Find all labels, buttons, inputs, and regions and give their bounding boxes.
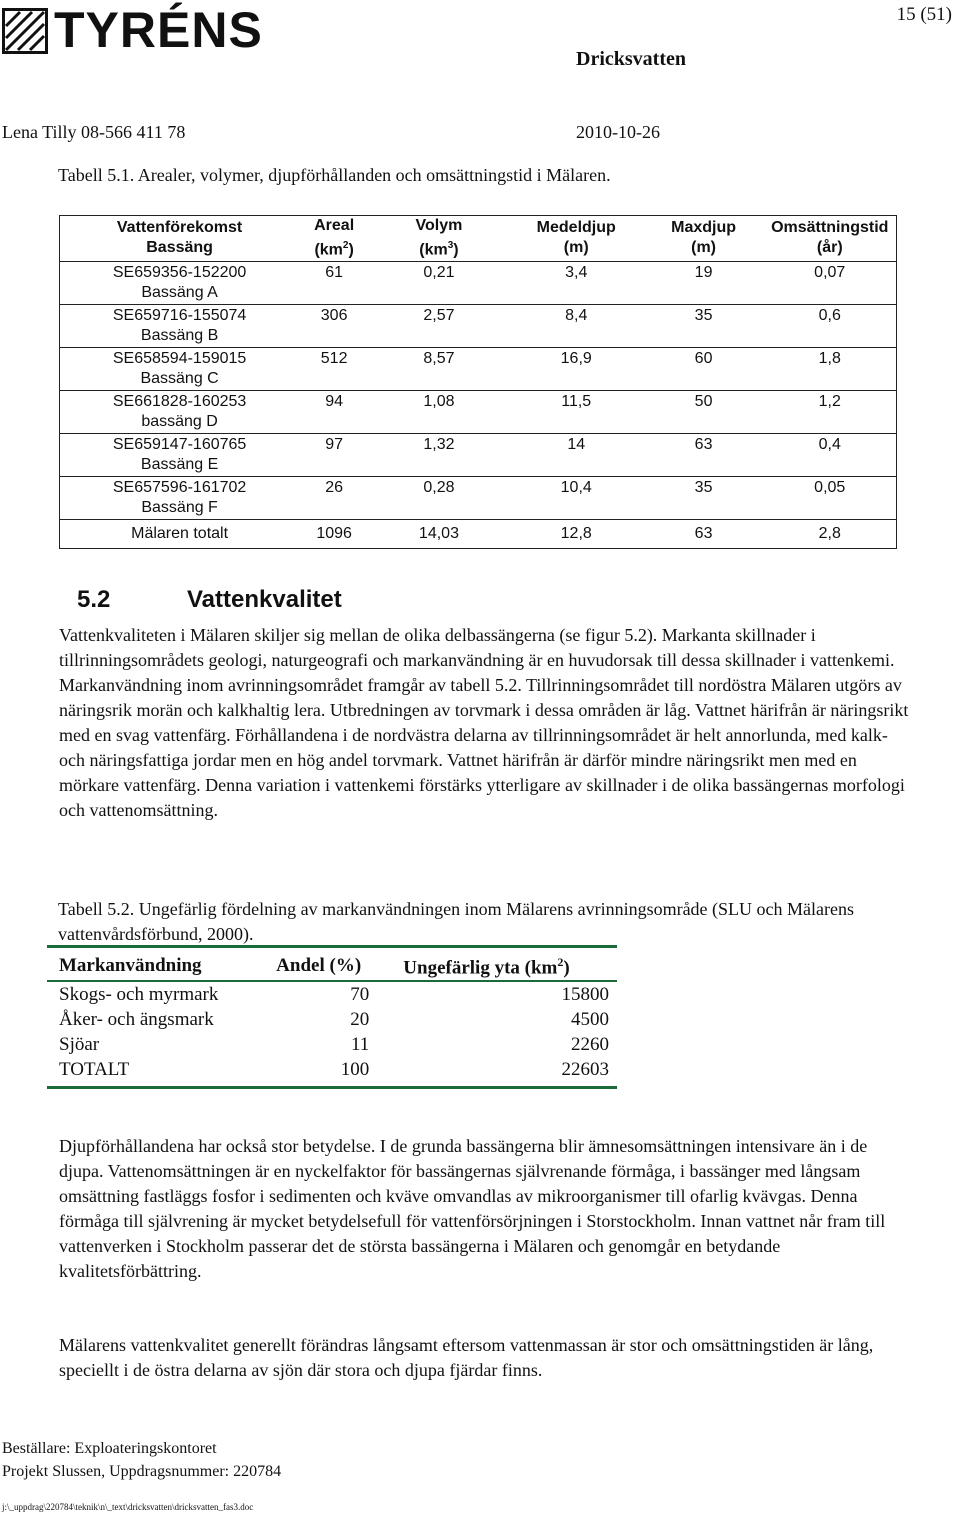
paragraph-general-quality: Mälarens vattenkvalitet generellt förändras långsamt eftersom vattenmassan är stor och omsättningstiden är lång, speciellt i de östra delarna av sjön där stora och djupa fjärdar finns. [59,1335,874,1380]
table-total-row [60,520,897,549]
header-text: ) [453,241,459,259]
cell-medel: 11,5 [509,391,644,434]
basin-name: bassäng D [141,413,218,431]
total-medel: 12,8 [509,520,644,549]
basin-name: Bassäng C [140,370,219,388]
cell-type: TOTALT [47,1057,264,1088]
basin-name: Bassäng E [140,456,219,474]
footer-client: Beställare: Exploateringskontoret [2,1440,217,1457]
total-oms: 2,8 [764,520,897,549]
header-text: (m) [691,239,717,257]
table-2-header-row [47,947,617,982]
basin-id: SE659356-152200 [112,264,247,282]
table-row [47,1057,617,1088]
cell-yta: 4500 [571,1009,609,1031]
cell-volym: 1,08 [369,391,509,434]
cell-oms: 0,05 [764,477,897,520]
table-2-caption: Tabell 5.2. Ungefärlig fördelning av markanvändningen inom Mälarens avrinningsområde (SLU och Mälarens vattenvårdsförbund, 2000). [58,899,855,944]
header-text: ) [348,241,354,259]
cell-max: 63 [644,434,764,477]
basin-name: Bassäng A [141,284,218,302]
paragraph-depth: Djupförhållandena har också stor betydelse. I de grunda bassängerna blir ämnesomsättningen intensivare än i de djupa. Vattenomsättningen är en nyckelfaktor för bassängernas självrenande förmåga, i bassänger med långsam omsättning fastläggs fosfor i sedimenten och kväve omvandlas av mikroorganismer till ofarlig kvävgas. Denna förmåga till självrening är mycket betydelsefull för vattenförsörjningen i Storstockholm. Innan vattnet når fram till vattenverken i Stockholm passerar det de största bassängerna i Mälaren och genomgår en betydande kvalitetsförbättring. [59,1136,886,1281]
cell-oms: 1,2 [764,391,897,434]
cell-type: Skogs- och myrmark [59,984,219,1006]
footer-file-path: j:\_uppdrag\220784\teknik\n\_text\dricksvatten\dricksvatten_fas3.doc [2,1502,254,1512]
document-date: 2010-10-26 [576,122,660,142]
basin-cell [60,305,300,348]
header-maxdjup [644,216,764,262]
cell-areal: 97 [299,434,369,477]
table-row [47,1032,617,1057]
cell-max: 60 [644,348,764,391]
cell-oms: 0,6 [764,305,897,348]
cell-type: Åker- och ängsmark [59,1009,214,1031]
cell-yta: 15800 [561,984,609,1006]
table-row [60,477,897,520]
basin-cell [60,434,300,477]
header-text: Medeldjup [536,219,616,237]
tyrens-logo [2,2,263,58]
header-text: Ungefärlig yta (km [403,957,558,979]
header-superscript: 3 [447,240,454,251]
cell-volym: 1,32 [369,434,509,477]
cell-andel: 20 [350,1009,370,1031]
cell-volym: 2,57 [369,305,509,348]
footer-project: Projekt Slussen, Uppdragsnummer: 220784 [2,1463,282,1480]
basin-cell [60,348,300,391]
cell-medel: 3,4 [509,262,644,305]
header-text: Vattenförekomst [116,219,243,237]
header-vattenforekomst [60,216,300,262]
basin-id: SE657596-161702 [112,479,247,497]
header-markanvandning: Markanvändning [47,947,264,982]
cell-areal: 306 [299,305,369,348]
basin-cell [60,262,300,305]
cell-max: 35 [644,305,764,348]
basin-id: SE661828-160253 [112,393,247,411]
table-1-caption: Tabell 5.1. Arealer, volymer, djupförhållanden och omsättningstid i Mälaren. [58,165,611,185]
table-row [60,262,897,305]
header-yta [391,947,617,982]
cell-areal: 94 [299,391,369,434]
total-areal: 1096 [299,520,369,549]
cell-oms: 0,07 [764,262,897,305]
cell-yta: 22603 [391,1057,617,1088]
cell-volym: 8,57 [369,348,509,391]
author-contact: Lena Tilly 08-566 411 78 [2,122,186,142]
header-superscript: 2 [557,955,564,969]
section-heading [77,586,342,614]
header-areal [299,216,369,262]
header-text: Bassäng [146,239,213,257]
basin-name: Bassäng B [140,327,219,345]
header-omsattningstid [764,216,897,262]
section-number: 5.2 [77,586,111,613]
header-text: (km [419,241,448,259]
basin-id: SE659147-160765 [112,436,247,454]
header-superscript: 2 [342,240,349,251]
header-text: (år) [816,239,843,257]
basin-cell [60,477,300,520]
basin-id: SE659716-155074 [112,307,247,325]
header-text: ) [563,957,570,979]
header-andel: Andel (%) [264,947,391,982]
table-row [60,434,897,477]
cell-max: 19 [644,262,764,305]
basin-cell [60,391,300,434]
cell-andel: 70 [350,984,370,1006]
cell-max: 50 [644,391,764,434]
logo-wordmark: TYRÉNS [54,2,263,58]
total-volym: 14,03 [369,520,509,549]
cell-type: Sjöar [59,1034,100,1056]
header-text: Areal [314,217,355,234]
cell-areal: 26 [299,477,369,520]
table-1-header-row [60,216,897,262]
cell-oms: 1,8 [764,348,897,391]
table-2 [47,945,617,1089]
basin-id: SE658594-159015 [112,350,247,368]
cell-oms: 0,4 [764,434,897,477]
paragraph-water-quality: Vattenkvaliteten i Mälaren skiljer sig mellan de olika delbassängerna (se figur 5.2). Markanta skillnader i tillrinningsområdets geologi, naturgeografi och markanvändning är en huvudorsak till dessa skillnader i vattenkemi. Markanvändning inom avrinningsområdet framgår av tabell 5.2. Tillrinningsområdet till nordöstra Mälaren utgörs av näringsrik morän och kalkhaltig lera. Utbredningen av torvmark i dessa områden är låg. Vattnet härifrån är näringsrikt med en svag vattenfärg. Förhållandena i de nordvästra delarna av tillrinningsområdet är helt annorlunda, med kalk- och näringsfattiga jordar men en hög andel torvmark. Vattnet härifrån är därför mindre näringsrikt men med en mörkare vattenfärg. Denna variation i vattenkemi förstärks ytterligare av skillnader i de olika bassängernas morfologi och vattenomsättning. [59,625,909,820]
document-title: Dricksvatten [576,48,686,70]
cell-areal: 512 [299,348,369,391]
cell-medel: 16,9 [509,348,644,391]
cell-medel: 10,4 [509,477,644,520]
header-volym [369,216,509,262]
cell-volym: 0,28 [369,477,509,520]
header-text: Omsättningstid [771,219,889,237]
table-1 [59,215,897,549]
page-number: 15 (51) [896,4,952,25]
header-text: Maxdjup [671,219,737,237]
total-name: Mälaren totalt [60,520,300,549]
total-max: 63 [644,520,764,549]
cell-areal: 61 [299,262,369,305]
table-row [47,981,617,1007]
cell-medel: 8,4 [509,305,644,348]
cell-max: 35 [644,477,764,520]
table-row [47,1007,617,1032]
header-text: (km [314,241,343,259]
table-row [60,305,897,348]
table-row [60,348,897,391]
header-text: (m) [563,239,589,257]
header-text: Volym [415,217,463,234]
header-medeldjup [509,216,644,262]
table-row [60,391,897,434]
cell-medel: 14 [509,434,644,477]
basin-name: Bassäng F [141,499,218,517]
logo-mark-icon [2,8,48,54]
cell-volym: 0,21 [369,262,509,305]
cell-andel: 11 [350,1034,370,1056]
section-title: Vattenkvalitet [187,586,342,613]
cell-yta: 2260 [571,1034,609,1056]
cell-andel: 100 [264,1057,391,1088]
